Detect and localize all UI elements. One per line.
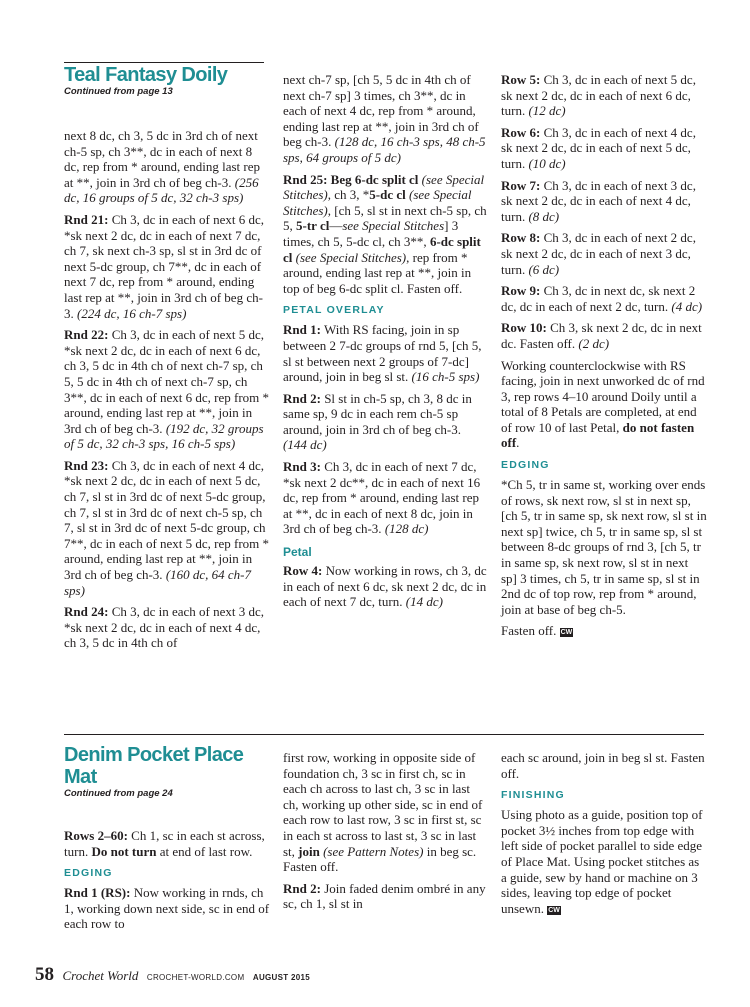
website: CROCHET-WORLD.COM (146, 973, 245, 982)
working-para: Working counterclockwise with RS facing, join in next unworked dc of rnd 3, rep rows 4–10 around Doily until a total of 8 Petals are completed, at end of row 10 of last Petal, do not fasten off. (501, 357, 705, 451)
denim-column-1 (64, 744, 270, 938)
rnd-24: Rnd 24: Ch 3, dc in each of next 3 dc, *sk next 2 dc, dc in each of next 4 dc, ch 3, 5 dc in 4th ch of (64, 604, 265, 651)
end-mark-icon: CW (560, 629, 573, 637)
denim-continued: Continued from page 24 (64, 788, 173, 799)
denim-column-2 (283, 750, 487, 918)
denim-column-3 (501, 750, 707, 922)
rnd-21: Rnd 21: Ch 3, dc in each of next 6 dc, *sk next 2 dc, dc in each of next 7 dc, ch 7, sk next ch-3 sp, sl st in 3rd dc of next 5-dc group, ch 7**, dc in each of next 7 dc, rep from * around, ending last rep at **, join in 3rd ch of beg ch-3. (224 dc, 16 ch-7 sps) (64, 211, 265, 321)
denim-rnd-1-cont: first row, working in opposite side of foundation ch, 3 sc in first ch, sc in each ch across to last ch, 3 sc in last ch, working up other side, sc in end of each row to last row, 3 sc in first st, sc in each st across to last st, 3 sc in last st, join (see Pattern Notes) in beg sc. Fasten off. (283, 750, 483, 875)
finishing-para: Using photo as a guide, position top of pocket 3½ inches from top edge with left side of pocket parallel to side edge of Place Mat. Using pocket stitches as a guide, sew by hand or machine on 3 sides, leaving top edge of pocket unsewn. CW (501, 807, 703, 916)
fasten-off: Fasten off. CW (501, 623, 573, 639)
row-5: Row 5: Ch 3, dc in each of next 5 dc, sk next 2 dc, dc in each of next 6 dc, turn. (12 dc) (501, 72, 696, 119)
teal-column-2 (283, 72, 487, 616)
page-footer (35, 964, 310, 986)
teal-column-1 (64, 64, 270, 657)
denim-rnd-2: Rnd 2: Join faded denim ombré in any sc, ch 1, sl st in (283, 880, 486, 912)
rnd-22: Rnd 22: Ch 3, dc in each of next 5 dc, *sk next 2 dc, dc in each of next 6 dc, ch 3, 5 dc in 4th ch of next ch-7 sp, ch 5, 5 dc in 4th ch of next ch-7 sp, ch 3**, dc in each of next 6 dc, rep from * around, ending last rep at **, join in 3rd ch of beg ch-3. (192 dc, 32 groups of 5 dc, 32 ch-3 sps, 16 ch-5 sps) (64, 327, 270, 452)
petal-heading: Petal (283, 545, 312, 560)
magazine-name: Crochet World (62, 968, 139, 983)
teal-continued: Continued from page 13 (64, 86, 173, 97)
po-rnd-3: Rnd 3: Ch 3, dc in each of next 7 dc, *sk next 2 dc**, dc in each of next 16 dc, rep from * around, ending last rep at **, dc in each of next 8 dc, join in 3rd ch of beg ch-3. (128 dc) (283, 459, 481, 537)
denim-title: Denim Pocket Place Mat (64, 744, 244, 788)
section-divider (64, 734, 704, 735)
denim-rnd-2-cont: each sc around, join in beg sl st. Fasten off. (501, 750, 705, 781)
finishing-heading: FINISHING (501, 789, 565, 802)
page-number: 58 (35, 964, 54, 985)
edging-heading: EDGING (501, 459, 550, 472)
petal-overlay-heading: PETAL OVERLAY (283, 304, 385, 317)
po-rnd-1: Rnd 1: With RS facing, join in sp between 2 7-dc groups of rnd 5, [ch 5, sl st between next 2 groups of 7-dc] around, join in beg sl st. (16 ch-5 sps) (283, 322, 482, 385)
issue-date: AUGUST 2015 (252, 973, 310, 982)
teal-title: Teal Fantasy Doily (64, 64, 228, 86)
teal-column-3 (501, 72, 707, 645)
row-8: Row 8: Ch 3, dc in each of next 2 dc, sk next 2 dc, dc in each of next 3 dc, turn. (6 dc) (501, 230, 696, 277)
top-left-rule (64, 62, 264, 63)
row-7: Row 7: Ch 3, dc in each of next 3 dc, sk next 2 dc, dc in each of next 4 dc, turn. (8 dc) (501, 177, 696, 224)
rnd-24-cont: next ch-7 sp, [ch 5, 5 dc in 4th ch of next ch-7 sp] 3 times, ch 3**, dc in each of next 4 dc, rep from * around, ending last rep at **, join in 3rd ch of beg ch-3. (128 dc, 16 ch-3 sps, 48 ch-5 sps, 64 groups of 5 dc) (283, 72, 486, 165)
rnd-25: Rnd 25: Beg 6-dc split cl (see Special Stitches), ch 3, *5-dc cl (see Special Stitches), [ch 5, sl st in next ch-5 sp, ch 5, 5-tr cl—see Special Stitches] 3 times, ch 5, 5-dc cl, ch 3**, 6-dc split cl (see Special Stitches), rep from * around, ending last rep at **, join in top of beg 6-dc split cl. Fasten off. (283, 171, 487, 296)
rows-2-60: Rows 2–60: Ch 1, sc in each st across, turn. Do not turn at end of last row. (64, 828, 265, 859)
row-9: Row 9: Ch 3, dc in next dc, sk next 2 dc, dc in each of next 2 dc, turn. (4 dc) (501, 283, 703, 314)
denim-edging-heading: EDGING (64, 867, 113, 880)
row-10: Row 10: Ch 3, sk next 2 dc, dc in next dc. Fasten off. (2 dc) (501, 320, 702, 351)
po-rnd-2: Rnd 2: Sl st in ch-5 sp, ch 3, 8 dc in same sp, 9 dc in each rem ch-5 sp around, join in 3rd ch of beg ch-3. (144 dc) (283, 390, 472, 453)
edging-para: *Ch 5, tr in same st, working over ends of rows, sk next row, sl st in next sp, [ch 5, tr in same sp, sk next row, sl st in next sp] twice, ch 5, tr in same sp, sl st between 8-dc groups of rnd 3, [ch 5, tr in same sp, sk next row, sl st in next sp] 3 times, ch 5, tr in same sp, sl st in 2nd dc of top row, rep from * around, join at base of beg ch-5. (501, 477, 707, 617)
denim-rnd-1: Rnd 1 (RS): Now working in rnds, ch 1, working down next side, sc in end of each row to (64, 885, 270, 932)
teal-para: next 8 dc, ch 3, 5 dc in 3rd ch of next ch-5 sp, ch 3**, dc in each of next 8 dc, rep from * around, ending last rep at **, join in 3rd ch of beg ch-3. (256 dc, 16 groups of 5 dc, 32 ch-3 sps) (64, 128, 261, 206)
end-mark-icon: CW (548, 906, 560, 914)
row-6: Row 6: Ch 3, dc in each of next 4 dc, sk next 2 dc, dc in each of next 5 dc, turn. (10 dc) (501, 124, 696, 171)
rnd-23: Rnd 23: Ch 3, dc in each of next 4 dc, *sk next 2 dc, dc in each of next 5 dc, ch 7, sl st in 3rd dc of next 5-dc group, ch 7, sl st in 3rd dc of next ch-5 sp, ch 7, sl st in 3rd dc of next 5-dc group, ch 7**, dc in each of next 5 dc, rep from * around, ending last rep at **, join in 3rd ch of beg ch-3. (160 dc, 64 ch-7 sps) (64, 457, 270, 598)
row-4: Row 4: Now working in rows, ch 3, dc in each of next 6 dc, sk next 2 dc, dc in each of next 7 dc, turn. (14 dc) (283, 563, 487, 610)
